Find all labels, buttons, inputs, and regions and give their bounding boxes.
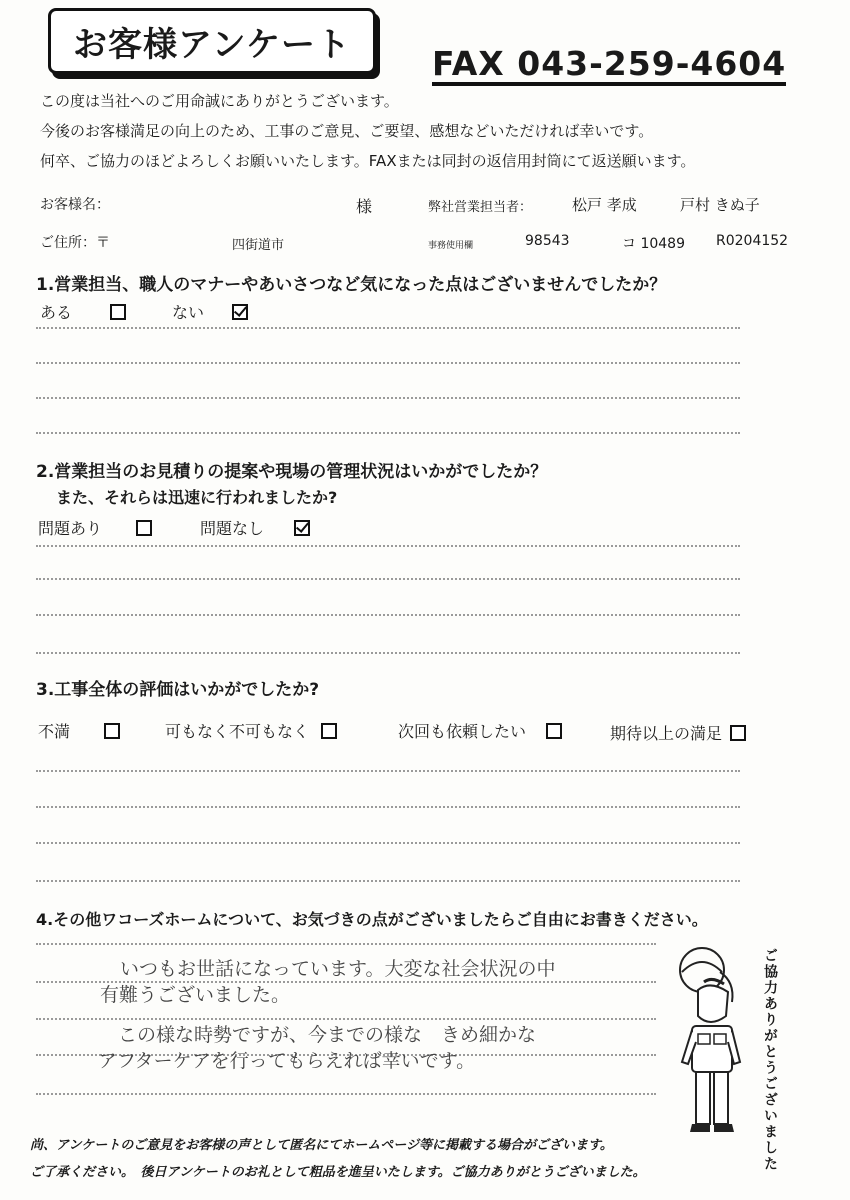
checkbox[interactable] [110, 304, 126, 320]
q3-option-fuman[interactable] [38, 719, 120, 742]
answer-line [36, 943, 656, 945]
answer-line [36, 578, 740, 580]
question-4: 4.その他ワコーズホームについて、お気づきの点がございましたらご自由にお書きください。 [36, 910, 708, 929]
staff-name-2: 戸村 きぬ子 [680, 196, 760, 214]
answer-line [36, 806, 740, 808]
q3-option-label: 次回も依頼したい [398, 722, 527, 741]
answer-line [36, 770, 740, 772]
q1-option-label: ある [40, 303, 73, 322]
checkbox[interactable] [321, 723, 337, 739]
handwritten-answer-2: 有難うございました。 [100, 984, 291, 1006]
q3-option-repeat[interactable] [398, 719, 562, 742]
question-3: 3.工事全体の評価はいかがでしたか? [36, 680, 320, 700]
q2-option-label: 問題あり [38, 519, 103, 538]
title-box [48, 8, 376, 74]
q3-option-label: 可もなく不可もなく [165, 722, 310, 741]
mascot-thank-you: ご協力ありがとうございました [762, 948, 778, 1172]
footer-note-1: 尚、アンケートのご意見をお客様の声として匿名にてホームページ等に掲載する場合がございます。 [30, 1138, 613, 1153]
answer-line [36, 432, 740, 434]
checkbox[interactable] [104, 723, 120, 739]
answer-line [36, 362, 740, 364]
q1-option-nai[interactable] [172, 300, 248, 323]
handwritten-answer-4: アフターケアを行ってもらえれば幸いです。 [98, 1050, 476, 1072]
q2-option-ari[interactable] [38, 516, 152, 539]
handwritten-answer-1: いつもお世話になっています。大変な社会状況の中 [120, 958, 556, 980]
answer-line [36, 880, 740, 882]
answer-line [36, 397, 740, 399]
customer-name-label: お客様名： [40, 197, 110, 213]
page-title: お客様アンケート [73, 24, 351, 65]
honorific: 様 [356, 197, 373, 216]
checkbox[interactable] [546, 723, 562, 739]
question-1: 1.営業担当、職人のマナーやあいさつなど気になった点はございませんでしたか？ [36, 275, 667, 295]
answer-line [36, 1093, 656, 1095]
q3-option-neutral[interactable] [165, 719, 337, 742]
q3-option-label: 期待以上の満足 [610, 724, 723, 743]
question-2-sub: また、それらは迅速に行われましたか? [56, 488, 338, 507]
answer-line [36, 545, 740, 547]
q3-option-label: 不満 [38, 722, 71, 741]
q2-option-nashi[interactable] [200, 516, 310, 539]
checkbox[interactable] [730, 725, 746, 741]
bowing-worker-illustration [660, 942, 760, 1142]
office-code-1: 98543 [525, 233, 570, 249]
intro-line-2: 今後のお客様満足の向上のため、工事のご意見、ご要望、感想などいただければ幸いです。 [40, 122, 654, 140]
intro-line-1: この度は当社へのご用命誠にありがとうございます。 [40, 92, 399, 110]
office-code-3: R0204152 [716, 233, 789, 249]
fax-number: FAX 043-259-4604 [432, 46, 786, 86]
office-use-label: 事務使用欄 [428, 241, 474, 251]
question-2: 2.営業担当のお見積りの提案や現場の管理状況はいかがでしたか？ [36, 462, 548, 482]
checkbox-checked[interactable] [294, 520, 310, 536]
footer-note-2: ご了承ください。 後日アンケートのお礼として粗品を進呈いたします。ご協力ありがとうございました。 [30, 1165, 646, 1180]
staff-label: 弊社営業担当者： [428, 200, 533, 215]
answer-line [36, 652, 740, 654]
answer-line [36, 614, 740, 616]
answer-line [36, 327, 740, 329]
q3-option-exceeded[interactable] [610, 721, 746, 744]
checkbox-checked[interactable] [232, 304, 248, 320]
handwritten-answer-3: この様な時勢ですが、今までの様な きめ細かな [118, 1024, 537, 1046]
office-code-2: コ 10489 [622, 236, 685, 252]
address-city: 四街道市 [232, 238, 285, 253]
intro-line-3: 何卒、ご協力のほどよろしくお願いいたします。FAXまたは同封の返信用封筒にて返送願います。 [40, 152, 696, 170]
address-label: ご住所：〒 [40, 235, 110, 251]
q2-option-label: 問題なし [200, 519, 265, 538]
q1-option-aru[interactable] [40, 300, 126, 323]
answer-line [36, 842, 740, 844]
q1-option-label: ない [172, 303, 205, 322]
staff-name-1: 松戸 孝成 [572, 196, 637, 214]
checkbox[interactable] [136, 520, 152, 536]
